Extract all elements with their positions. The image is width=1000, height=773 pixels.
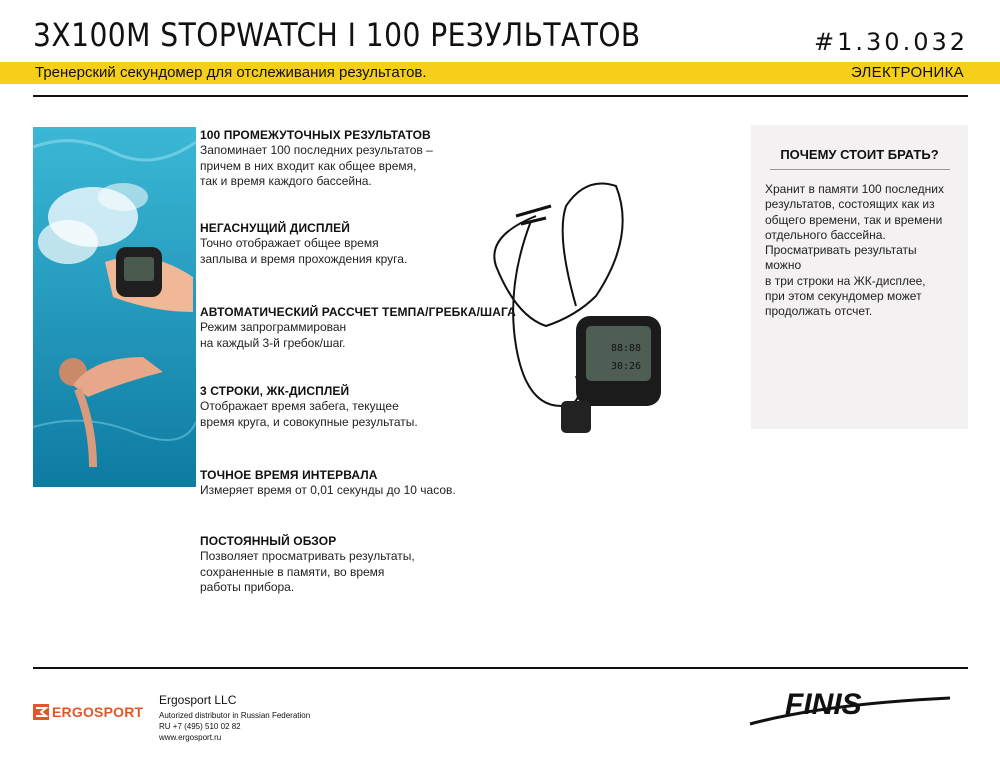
finis-logo <box>745 684 955 730</box>
product-code: #1.30.032 <box>814 28 968 56</box>
ergosport-mark-icon <box>33 704 49 720</box>
stopwatch-image <box>476 176 666 438</box>
feature-title: ТОЧНОЕ ВРЕМЯ ИНТЕРВАЛА <box>200 468 378 482</box>
why-text: Хранит в памяти 100 последних результатов, состоящих как из общего времени, так и времени отдельного бассейна. Просматривать результаты можно в три строки на ЖК-дисплее, при этом секундомер может продолжать отсчет. <box>765 182 944 319</box>
why-box <box>751 125 968 429</box>
swimmer-photo <box>33 127 196 487</box>
top-divider <box>33 95 968 97</box>
feature-text: Режим запрограммирован на каждый 3-й гребок/шаг. <box>200 320 347 350</box>
why-title: ПОЧЕМУ СТОИТ БРАТЬ? <box>780 147 939 162</box>
finis-logo-text: FINIS <box>785 688 862 721</box>
bottom-divider <box>33 667 968 669</box>
ergosport-logo-text: ERGOSPORT <box>52 704 144 720</box>
feature-text: Измеряет время от 0,01 секунды до 10 часов. <box>200 483 456 497</box>
feature-text: Позволяет просматривать результаты, сохраненные в памяти, во время работы прибора. <box>200 549 415 594</box>
company-website: www.ergosport.ru <box>159 733 222 742</box>
subtitle: Тренерский секундомер для отслеживания результатов. <box>35 64 427 81</box>
feature-title: ПОСТОЯННЫЙ ОБЗОР <box>200 534 337 548</box>
page-title: 3X100M STOPWATCH I 100 РЕЗУЛЬТАТОВ <box>33 16 641 54</box>
feature-title: 100 ПРОМЕЖУТОЧНЫХ РЕЗУЛЬТАТОВ <box>200 128 431 142</box>
feature-item <box>200 534 530 596</box>
company-info <box>159 693 310 743</box>
why-divider <box>770 169 950 170</box>
feature-text: Точно отображает общее время заплыва и время прохождения круга. <box>200 236 408 266</box>
feature-text: Отображает время забега, текущее время круга, и совокупные результаты. <box>200 399 418 429</box>
feature-text: Запоминает 100 последних результатов – причем в них входит как общее время, так и время каждого бассейна. <box>200 143 433 188</box>
feature-title: НЕГАСНУЩИЙ ДИСПЛЕЙ <box>200 221 351 235</box>
company-name: Ergosport LLC <box>159 693 237 707</box>
feature-title: 3 СТРОКИ, ЖК-ДИСПЛЕЙ <box>200 384 350 398</box>
category-label: ЭЛЕКТРОНИКА <box>850 64 964 81</box>
svg-text:88:88: 88:88 <box>610 343 642 354</box>
company-phone: RU +7 (495) 510 02 82 <box>159 722 241 731</box>
feature-item <box>200 468 530 499</box>
feature-title: АВТОМАТИЧЕСКИЙ РАССЧЕТ ТЕМПА/ГРЕБКА/ШАГА <box>200 305 516 319</box>
company-line: Autorized distributor in Russian Federation <box>159 711 311 720</box>
ergosport-logo <box>33 704 143 720</box>
svg-text:30:26: 30:26 <box>610 361 642 372</box>
